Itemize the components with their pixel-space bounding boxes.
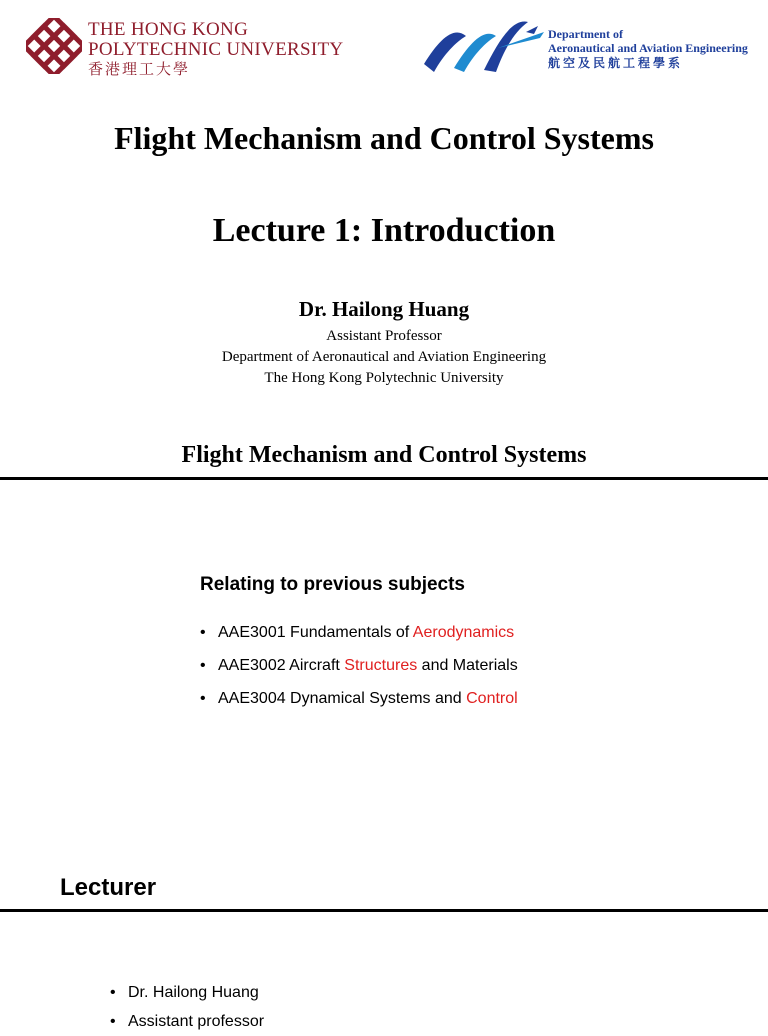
- presenter-department: Department of Aeronautical and Aviation Engineering: [221, 349, 547, 365]
- bullet-text: AAE3004 Dynamical Systems and: [218, 690, 467, 707]
- slide3-title: Lecturer: [60, 874, 157, 901]
- aae-aircraft-swoosh-icon: [420, 12, 548, 78]
- bullet-icon: •: [110, 984, 116, 1001]
- aae-name-chinese: 航空及民航工程學系: [548, 56, 684, 70]
- prerequisite-list: [200, 616, 720, 715]
- bullet-text: AAE3002 Aircraft: [218, 657, 345, 674]
- list-item: [200, 649, 720, 682]
- slide-divider: [0, 477, 768, 480]
- bullet-text: Dr. Hailong Huang: [128, 984, 259, 1001]
- presenter-university: The Hong Kong Polytechnic University: [264, 370, 504, 386]
- presenter-name: Dr. Hailong Huang: [298, 297, 470, 321]
- bullet-highlight: Aerodynamics: [412, 624, 515, 641]
- polyu-wordmark: [88, 20, 343, 78]
- course-title: Flight Mechanism and Control Systems: [114, 120, 654, 156]
- bullet-icon: •: [110, 1013, 116, 1030]
- aae-name-line2: Aeronautical and Aviation Engineering: [548, 41, 748, 55]
- slide-divider: [0, 909, 768, 912]
- lecture-title: Lecture 1: Introduction: [212, 212, 556, 249]
- bullet-text: AAE3001 Fundamentals of: [218, 624, 413, 641]
- list-item: [200, 616, 720, 649]
- presenter-position: Assistant Professor: [326, 328, 442, 344]
- aae-wordmark: [548, 28, 748, 71]
- slide2-title: Flight Mechanism and Control Systems: [181, 442, 587, 468]
- list-item: [110, 978, 610, 1007]
- list-item: [200, 682, 720, 715]
- polyu-seal-icon: [26, 18, 82, 74]
- bullet-icon: •: [200, 624, 206, 641]
- list-item: [110, 1007, 610, 1036]
- bullet-icon: •: [200, 690, 206, 707]
- polyu-name-line1: THE HONG KONG: [88, 19, 249, 40]
- aae-name-line1: Department of: [548, 27, 623, 41]
- bullet-suffix: and Materials: [417, 657, 518, 674]
- bullet-highlight: Control: [466, 690, 518, 707]
- polyu-logo: [26, 18, 344, 78]
- bullet-highlight: Structures: [344, 657, 418, 674]
- bullet-icon: •: [200, 657, 206, 674]
- polyu-name-chinese: 香港理工大學: [88, 60, 191, 78]
- aae-department-logo: [420, 12, 760, 78]
- slide2-subheading: Relating to previous subjects: [200, 574, 465, 595]
- bullet-text: Assistant professor: [128, 1013, 265, 1030]
- polyu-name-line2: POLYTECHNIC UNIVERSITY: [88, 39, 344, 60]
- lecturer-list: [110, 978, 610, 1036]
